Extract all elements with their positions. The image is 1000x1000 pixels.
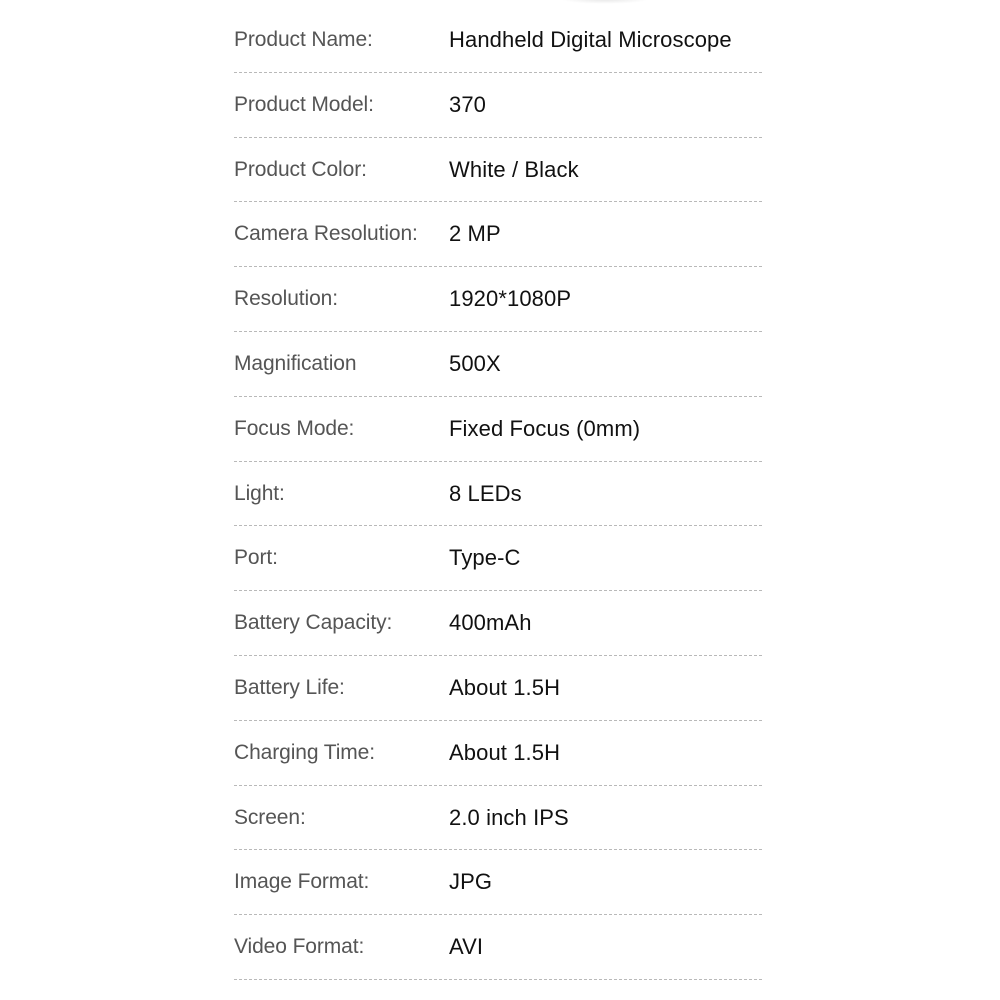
spec-label: Charging Time: (234, 740, 375, 764)
spec-row-image-format (234, 850, 762, 915)
spec-row-product-name (234, 8, 762, 73)
spec-value: AVI (449, 934, 484, 960)
spec-value: 400mAh (449, 610, 532, 636)
spec-row-video-format (234, 915, 762, 980)
spec-row-product-model (234, 73, 762, 138)
spec-row-battery-capacity (234, 591, 762, 656)
spec-row-camera-resolution (234, 202, 762, 267)
spec-row-screen (234, 786, 762, 851)
spec-label: Screen: (234, 805, 306, 829)
spec-label: Image Format: (234, 870, 370, 894)
spec-label: Magnification (234, 351, 357, 375)
spec-value: 2 MP (449, 221, 501, 247)
spec-value: 2.0 inch IPS (449, 804, 569, 830)
spec-label: Product Model: (234, 92, 374, 116)
spec-value: 1920*1080P (449, 286, 572, 312)
spec-value: JPG (449, 869, 493, 895)
top-shadow (560, 0, 650, 4)
spec-value: White / Black (449, 156, 579, 182)
spec-row-port (234, 526, 762, 591)
spec-row-resolution (234, 267, 762, 332)
spec-value: Handheld Digital Microscope (449, 27, 732, 52)
spec-value: 370 (449, 91, 487, 117)
spec-value: Type-C (449, 545, 521, 571)
spec-label: Light: (234, 481, 285, 505)
spec-value: Fixed Focus (0mm) (449, 415, 641, 441)
spec-table (234, 8, 762, 980)
spec-row-magnification (234, 332, 762, 397)
spec-label: Camera Resolution: (234, 222, 418, 246)
spec-label: Resolution: (234, 287, 338, 311)
spec-label: Battery Capacity: (234, 611, 393, 635)
spec-value: 8 LEDs (449, 480, 522, 506)
spec-value: About 1.5H (449, 739, 561, 765)
spec-label: Battery Life: (234, 675, 345, 699)
spec-label: Video Format: (234, 935, 365, 959)
spec-label: Focus Mode: (234, 416, 355, 440)
spec-label: Port: (234, 546, 278, 570)
spec-value: 500X (449, 350, 501, 376)
spec-value: About 1.5H (449, 674, 561, 700)
spec-row-battery-life (234, 656, 762, 721)
spec-label: Product Color: (234, 157, 367, 181)
spec-row-product-color (234, 138, 762, 203)
spec-label: Product Name: (234, 28, 373, 51)
spec-row-charging-time (234, 721, 762, 786)
spec-row-light (234, 462, 762, 527)
spec-row-focus-mode (234, 397, 762, 462)
